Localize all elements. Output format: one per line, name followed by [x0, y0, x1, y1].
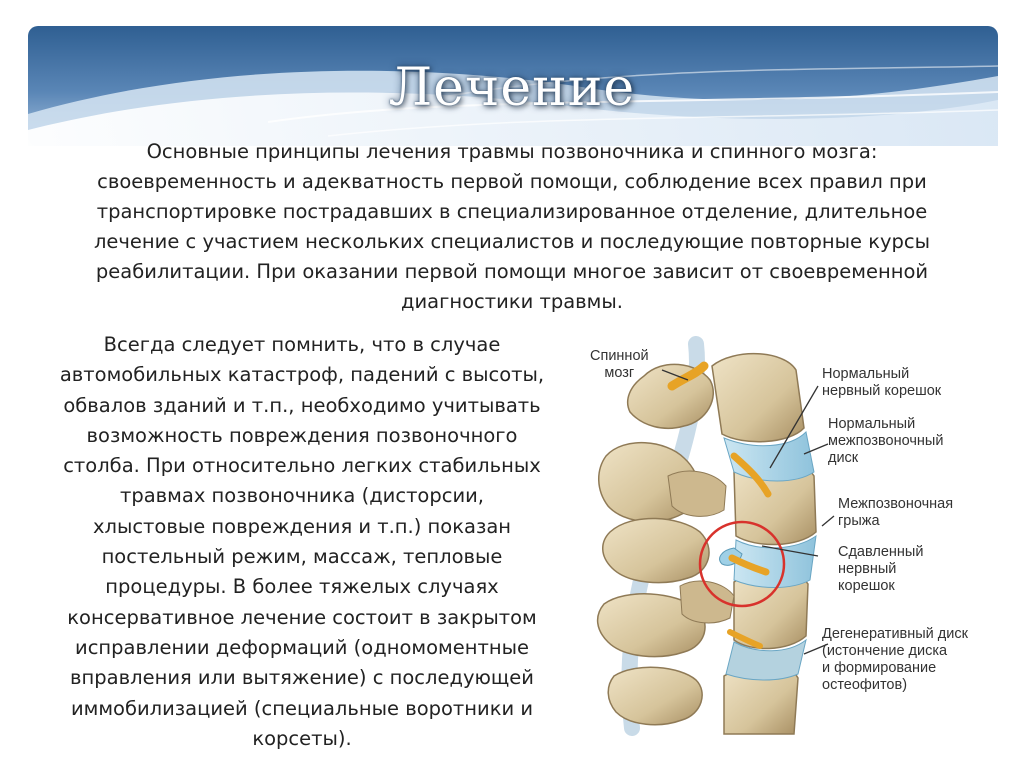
body-line: автомобильных катастроф, падений с высоты,	[59, 363, 545, 387]
intro-line: транспортировке пострадавших в специализированное отделение, длительное	[96, 200, 928, 223]
body-line: хлыстовые повреждения и т.п.) показан	[92, 514, 512, 538]
label-line: межпозвоночный	[828, 433, 944, 449]
label-line: Спинной	[590, 348, 649, 364]
label-line: Нормальный	[822, 366, 910, 382]
body-line: постельный режим, массаж, тепловые	[101, 545, 503, 569]
intro-paragraph	[40, 137, 984, 317]
label-degenerative-disc	[822, 626, 968, 694]
label-line: Нормальный	[828, 416, 916, 432]
body-line: Всегда следует помнить, что в случае	[103, 333, 501, 356]
body-line: процедуры. В более тяжелых случаях	[105, 575, 499, 599]
label-line: диск	[828, 450, 859, 466]
label-line: остеофитов)	[822, 677, 908, 693]
body-line: столба. При относительно легких стабильных	[63, 454, 541, 478]
label-line: Сдавленный	[838, 544, 924, 560]
label-line: Дегенеративный диск	[822, 626, 968, 642]
label-line: (истончение диска	[822, 643, 948, 659]
body-line: травмах позвоночника (дисторсии,	[119, 484, 485, 508]
spine-illustration	[584, 336, 984, 736]
label-line: нервный корешок	[822, 383, 942, 399]
label-normal-disc	[828, 416, 943, 467]
body-line: исправлении деформаций (одномоментные	[75, 635, 529, 659]
body-paragraph	[24, 330, 580, 754]
body-line: вправления или вытяжение) с последующей	[70, 666, 534, 690]
body-line: возможность повреждения позвоночного	[86, 423, 518, 447]
label-line: Межпозвоночная	[838, 496, 954, 512]
label-line: нервный	[838, 561, 897, 577]
vertebral-arches	[598, 364, 734, 724]
intro-line: лечение с участием нескольких специалистов и последующие повторные курсы	[93, 230, 931, 253]
label-hernia	[838, 496, 953, 530]
label-line: грыжа	[838, 513, 880, 529]
body-line: иммобилизацией (специальные воротники и	[70, 696, 534, 720]
body-line: обвалов зданий и т.п., необходимо учитывать	[63, 393, 541, 417]
body-line: корсеты).	[252, 726, 352, 750]
intro-line: реабилитации. При оказании первой помощи многое зависит от своевременной	[95, 260, 929, 283]
body-line: консервативное лечение состоит в закрытом	[67, 605, 537, 629]
label-spinal-cord	[590, 348, 649, 382]
intro-line: диагностики травмы.	[401, 290, 623, 313]
label-line: мозг	[604, 365, 635, 381]
intro-line: Основные принципы лечения травмы позвоночника и спинного мозга:	[146, 140, 878, 163]
label-compressed-nerve-root	[838, 544, 923, 595]
label-line: и формирование	[822, 660, 937, 676]
label-line: корешок	[838, 578, 895, 594]
slide-title: Лечение	[388, 58, 636, 118]
intro-line: своевременность и адекватность первой помощи, соблюдение всех правил при	[97, 170, 927, 193]
label-normal-nerve-root	[822, 366, 941, 400]
